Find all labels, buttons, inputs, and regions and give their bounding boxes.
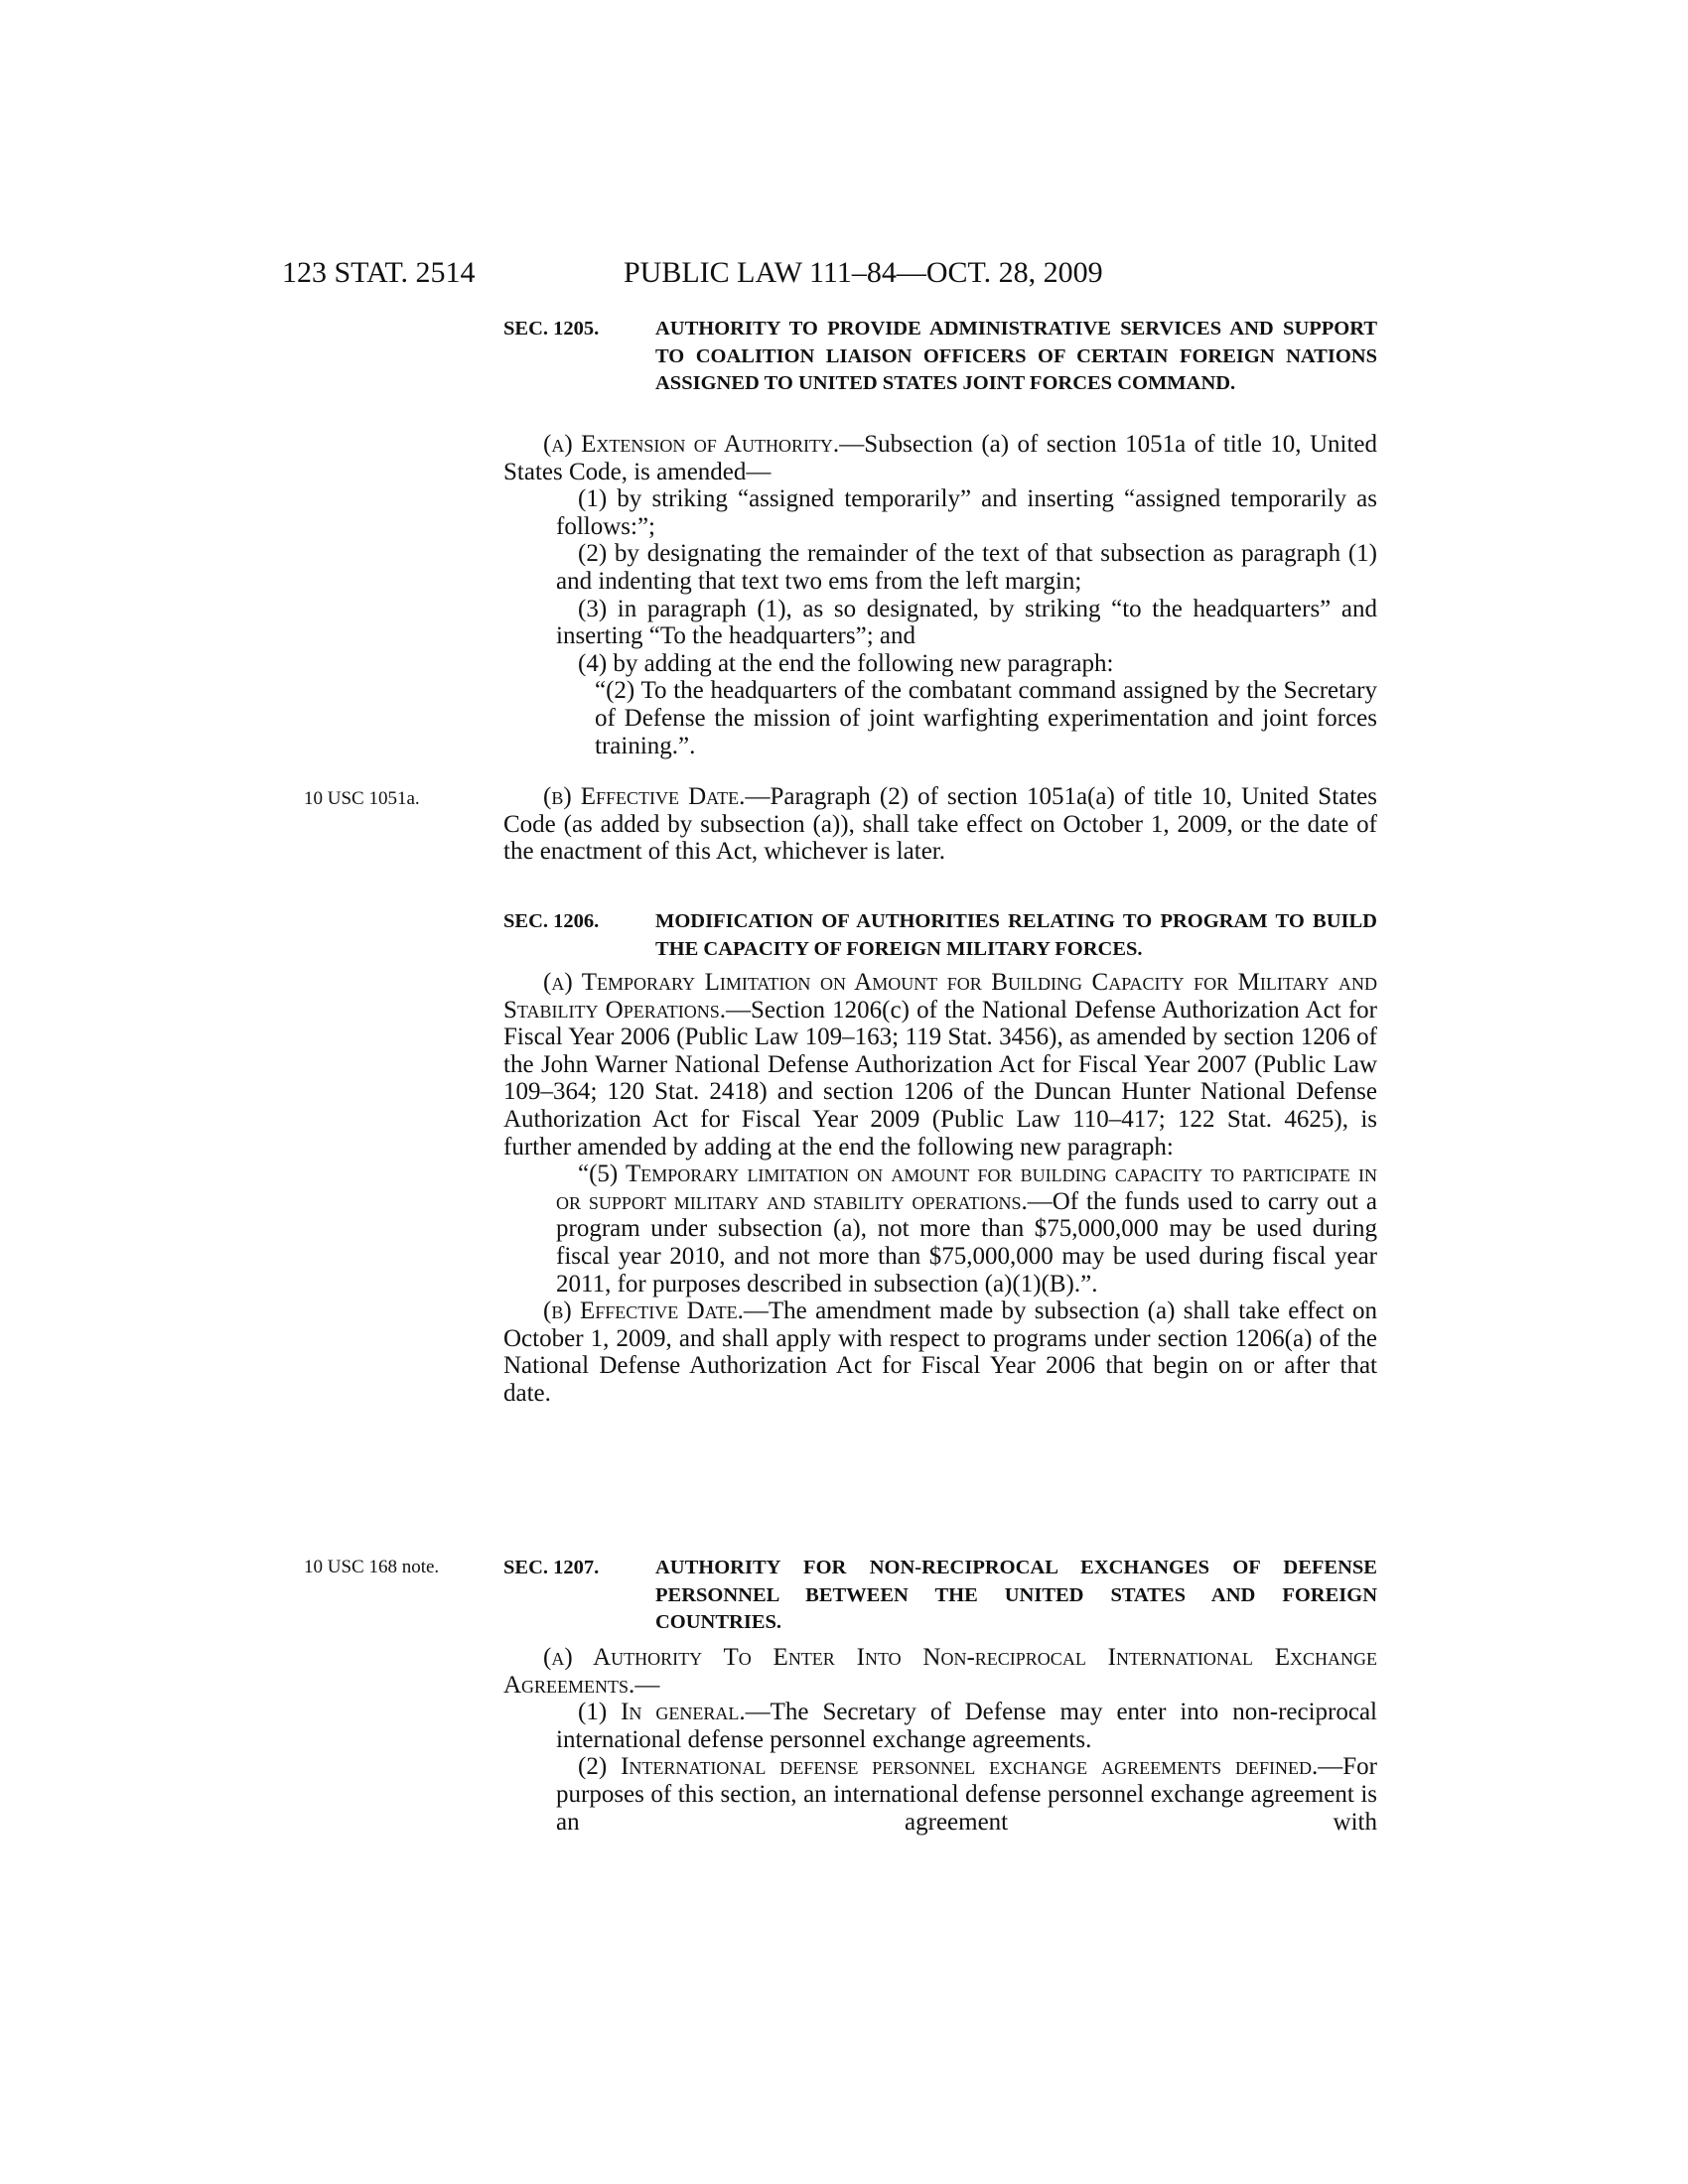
subsection-text: —The amendment made by subsection (a) shall take effect on October 1, 2009, and shall apply with respect to programs under section 1206(a) of the National Defense Authorization Act for Fiscal Year 2006 that begin on or after that date.	[503, 1297, 1378, 1407]
paragraph-1: (1) by striking “assigned temporarily” and inserting “assigned temporarily as follows:”;	[556, 485, 1377, 540]
subsection-caption: (a) Temporary Limitation on Amount for Building Capacity for Military and Stability Operations.	[503, 969, 1377, 1024]
section-1207-body	[503, 1644, 1377, 1836]
paragraph-4: (4) by adding at the end the following new paragraph:	[578, 649, 1114, 677]
subsection-caption: (b) Effective Date.	[543, 1297, 744, 1325]
paragraph-3: (3) in paragraph (1), as so designated, by striking “to the headquarters” and inserting “To the headquarters”; and	[556, 595, 1377, 650]
stat-citation: 123 STAT. 2514	[282, 256, 476, 289]
paragraph-caption: (2) International defense personnel exchange agreements defined.	[578, 1753, 1319, 1781]
subsection-a	[503, 969, 1377, 1160]
subsection-caption: (a) Extension of Authority.	[543, 431, 840, 458]
section-title: AUTHORITY TO PROVIDE ADMINISTRATIVE SERVICES AND SUPPORT TO COALITION LIAISON OFFICERS OF CERTAIN FOREIGN NATIONS ASSIGNED TO UNITED STATES JOINT FORCES COMMAND.	[655, 318, 1377, 394]
paragraph-2	[503, 1753, 1377, 1836]
paragraph-2: (2) by designating the remainder of the text of that subsection as paragraph (1) and indenting that text two ems from the left margin;	[556, 540, 1377, 595]
subsection-dash: —	[634, 1671, 660, 1699]
quoted-paragraph-2: “(2) To the headquarters of the combatant command assigned by the Secretary of Defense the mission of joint warfighting experimentation and joint forces training.”.	[595, 677, 1377, 759]
section-1205-body	[503, 431, 1377, 759]
subsection-text: —Subsection (a) of section 1051a of title 10, United States Code, is amended—	[503, 431, 1377, 485]
subsection-text: —Paragraph (2) of section 1051a(a) of title 10, United States Code (as added by subsection (a)), shall take effect on October 1, 2009, or the date of the enactment of this Act, whichever is later.	[503, 783, 1378, 866]
margin-note-usc-1051a: 10 USC 1051a.	[304, 788, 420, 809]
subsection-b	[503, 783, 1377, 866]
section-title: AUTHORITY FOR NON-RECIPROCAL EXCHANGES OF DEFENSE PERSONNEL BETWEEN THE UNITED STATES AND FOREIGN COUNTRIES.	[655, 1557, 1377, 1633]
subsection-caption: (a) Authority To Enter Into Non-reciprocal International Exchange Agreements.	[503, 1644, 1377, 1699]
quoted-text: —Of the funds used to carry out a program under subsection (a), not more than $75,000,000 may be used during fiscal year 2010, and not more than $75,000,000 may be used during fiscal year 2011, for purposes described in subsection (a)(1)(B).”.	[556, 1187, 1377, 1297]
section-title: MODIFICATION OF AUTHORITIES RELATING TO PROGRAM TO BUILD THE CAPACITY OF FOREIGN MILITARY FORCES.	[655, 910, 1377, 960]
subsection-text: —Section 1206(c) of the National Defense Authorization Act for Fiscal Year 2006 (Public Law 109–163; 119 Stat. 3456), as amended by section 1206 of the John Warner National Defense Authorization Act for Fiscal Year 2007 (Public Law 109–364; 120 Stat. 2418) and section 1206 of the Duncan Hunter National Defense Authorization Act for Fiscal Year 2009 (Public Law 110–417; 122 Stat. 4625), is further amended by adding at the end the following new paragraph:	[503, 996, 1377, 1160]
subsection-b	[503, 1297, 1377, 1407]
quoted-caption: “(5) Temporary limitation on amount for building capacity to participate in or support military and stability operations.	[556, 1160, 1377, 1215]
section-number: SEC. 1207.	[503, 1557, 600, 1578]
section-number: SEC. 1205.	[503, 318, 600, 340]
quoted-paragraph-5	[503, 1160, 1377, 1297]
section-number: SEC. 1206.	[503, 910, 600, 932]
paragraph-text: —The Secretary of Defense may enter into non-reciprocal international defense personnel exchange agreements.	[556, 1699, 1377, 1753]
paragraph-1	[503, 1699, 1377, 1753]
section-1205-subsection-b	[503, 783, 1377, 866]
public-law-title: PUBLIC LAW 111–84—OCT. 28, 2009	[624, 256, 1103, 289]
section-1205-heading	[503, 316, 1377, 398]
subsection-a	[503, 1644, 1377, 1699]
section-1207-heading	[503, 1555, 1377, 1637]
section-1206-heading	[503, 908, 1377, 963]
paragraph-text: —For purposes of this section, an international defense personnel exchange agreement is an agreement with	[556, 1753, 1377, 1836]
subsection-a	[503, 431, 1377, 485]
section-1206-body	[503, 969, 1377, 1408]
subsection-caption: (b) Effective Date.	[543, 783, 746, 810]
page-header	[0, 256, 1688, 296]
paragraph-caption: (1) In general.	[578, 1699, 746, 1726]
margin-note-usc-168: 10 USC 168 note.	[304, 1557, 440, 1577]
